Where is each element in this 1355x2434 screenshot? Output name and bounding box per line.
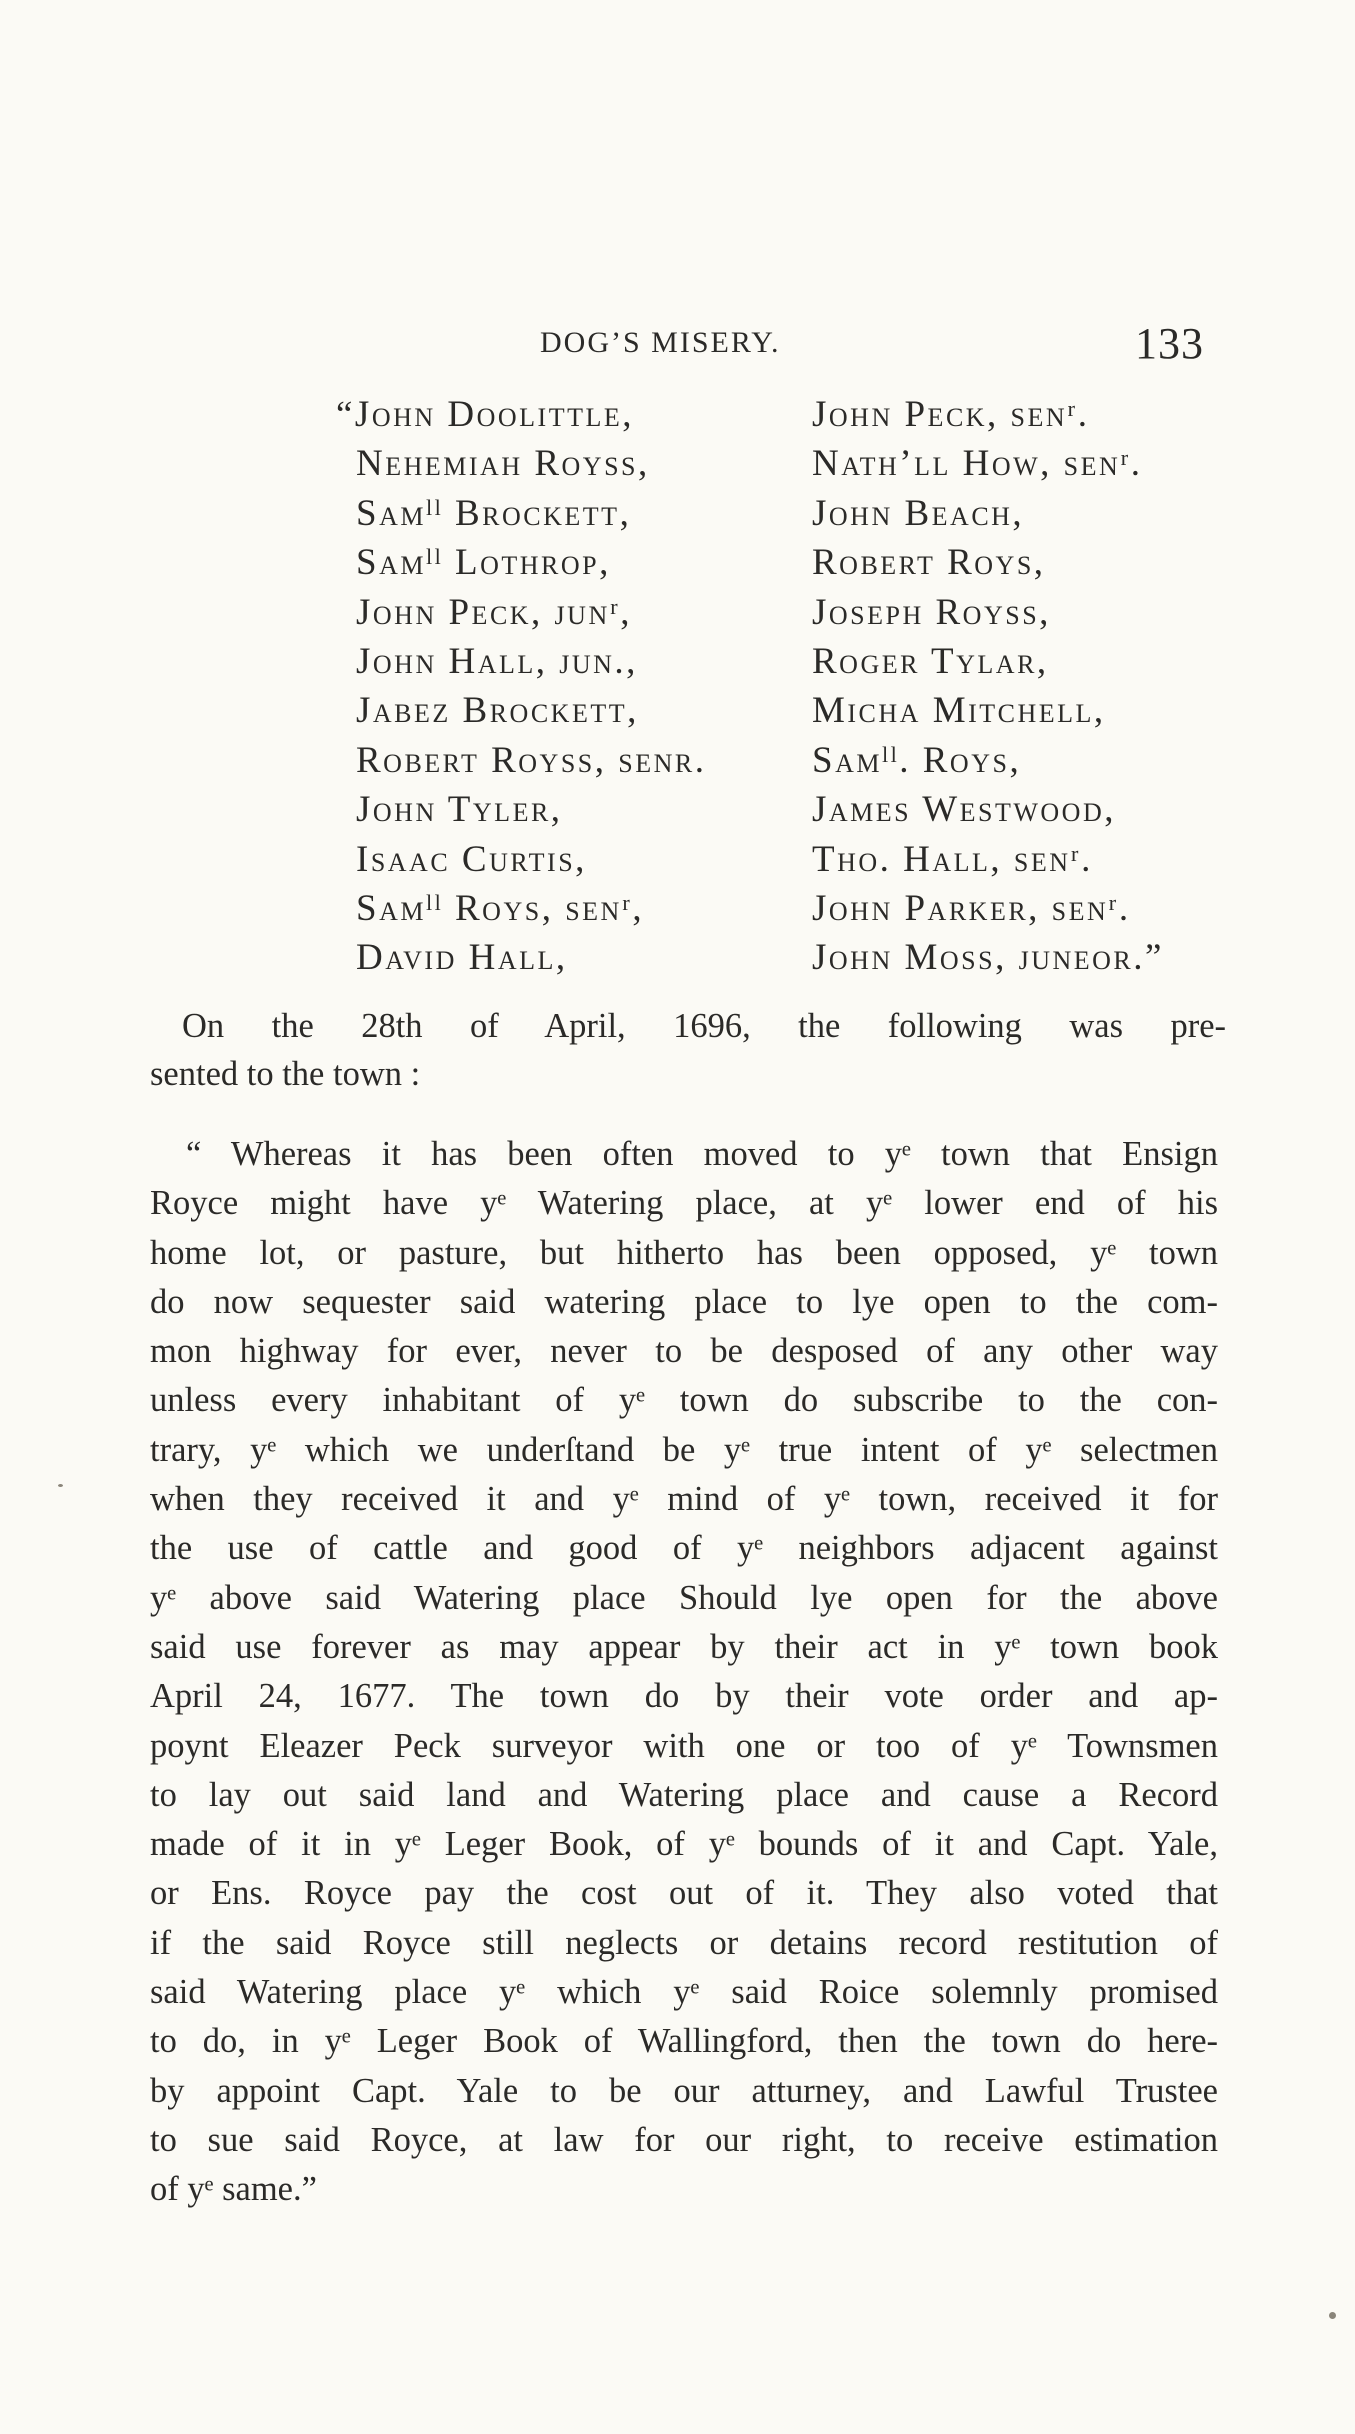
text-line: said Watering place yᵉ which yᵉ said Roice solemnly promised	[150, 1973, 1218, 2012]
signatory-name: John Parker, senʳ.	[812, 887, 1131, 929]
signatory-name: “John Doolittle,	[336, 394, 634, 435]
signatory-name: David Hall,	[356, 937, 568, 979]
text-line: sented to the town :	[150, 1055, 421, 1093]
text-line: Royce might have yᵉ Watering place, at yᵉ lower end of his	[150, 1184, 1218, 1223]
text-line: by appoint Capt. Yale to be our atturney, and Lawful Trustee	[150, 2071, 1218, 2110]
signatory-name: Tho. Hall, senʳ.	[812, 838, 1093, 880]
text-line: “ Whereas it has been often moved to yᵉ town that Ensign	[186, 1135, 1218, 1173]
text-line: yᵉ above said Watering place Should lye open for the above	[150, 1578, 1218, 1617]
text-line: On the 28th of April, 1696, the following was pre-	[182, 1007, 1226, 1045]
text-line: to do, in yᵉ Leger Book of Wallingford, then the town do here-	[150, 2022, 1218, 2061]
page-number: 133	[1135, 319, 1204, 368]
signatory-name: Samˡˡ Brockett,	[356, 492, 632, 534]
signatory-name: John Beach,	[812, 492, 1025, 534]
signatory-name: Samˡˡ Lothrop,	[356, 542, 611, 584]
page-header	[0, 318, 1355, 378]
text-line: mon highway for ever, never to be desposed of any other way	[150, 1332, 1218, 1371]
signatory-name: Nath’ll How, senʳ.	[812, 443, 1143, 485]
text-line: the use of cattle and good of yᵉ neighbors adjacent against	[150, 1529, 1218, 1568]
text-line: trary, yᵉ which we underſtand be yᵉ true intent of yᵉ selectmen	[150, 1430, 1218, 1469]
text-line: when they received it and yᵉ mind of yᵉ town, received it for	[150, 1480, 1218, 1519]
signatory-name: Samˡˡ Roys, senʳ,	[356, 887, 645, 929]
paper-speck	[58, 1484, 63, 1487]
signatory-name: Samˡˡ. Roys,	[812, 739, 1022, 781]
signatory-name: Roger Tylar,	[812, 640, 1049, 682]
signatory-list	[0, 390, 1355, 990]
quoted-resolution	[150, 1130, 1218, 2215]
signatory-name: John Hall, jun.,	[356, 640, 638, 682]
signatory-name: Nehemiah Royss,	[356, 443, 650, 485]
text-line: unless every inhabitant of yᵉ town do subscribe to the con-	[150, 1381, 1218, 1420]
paper-speck	[1329, 2312, 1336, 2319]
text-line: of yᵉ same.”	[150, 2170, 317, 2209]
text-line: or Ens. Royce pay the cost out of it. They also voted that	[150, 1874, 1218, 1913]
text-line: to sue said Royce, at law for our right, to receive estimation	[150, 2120, 1218, 2159]
text-line: to lay out said land and Watering place and cause a Record	[150, 1775, 1218, 1814]
text-line: said use forever as may appear by their act in yᵉ town book	[150, 1627, 1218, 1666]
signatory-name: James Westwood,	[812, 789, 1116, 831]
running-title: DOG’S MISERY.	[540, 326, 781, 359]
signatory-column-left	[336, 390, 707, 983]
signatory-name: John Moss, juneor.”	[812, 937, 1164, 979]
text-line: April 24, 1677. The town do by their vote order and ap-	[150, 1677, 1218, 1716]
text-line: made of it in yᵉ Leger Book, of yᵉ bounds of it and Capt. Yale,	[150, 1825, 1218, 1864]
signatory-name: Isaac Curtis,	[356, 838, 587, 880]
intro-paragraph	[150, 1002, 1226, 1098]
text-line: if the said Royce still neglects or detains record restitution of	[150, 1923, 1218, 1962]
signatory-name: John Peck, senʳ.	[812, 394, 1090, 435]
signatory-name: John Peck, junʳ,	[356, 591, 633, 633]
text-line: poynt Eleazer Peck surveyor with one or too of yᵉ Townsmen	[150, 1726, 1218, 1765]
signatory-name: Jabez Brockett,	[356, 690, 639, 732]
signatory-name: John Tyler,	[356, 789, 563, 831]
text-line: home lot, or pasture, but hitherto has been opposed, yᵉ town	[150, 1233, 1218, 1272]
signatory-name: Micha Mitchell,	[812, 690, 1106, 732]
text-line: do now sequester said watering place to lye open to the com-	[150, 1282, 1218, 1321]
signatory-name: Robert Royss, senr.	[356, 739, 707, 781]
signatory-name: Joseph Royss,	[812, 591, 1051, 633]
signatory-name: Robert Roys,	[812, 542, 1046, 584]
signatory-column-right	[812, 390, 1164, 983]
